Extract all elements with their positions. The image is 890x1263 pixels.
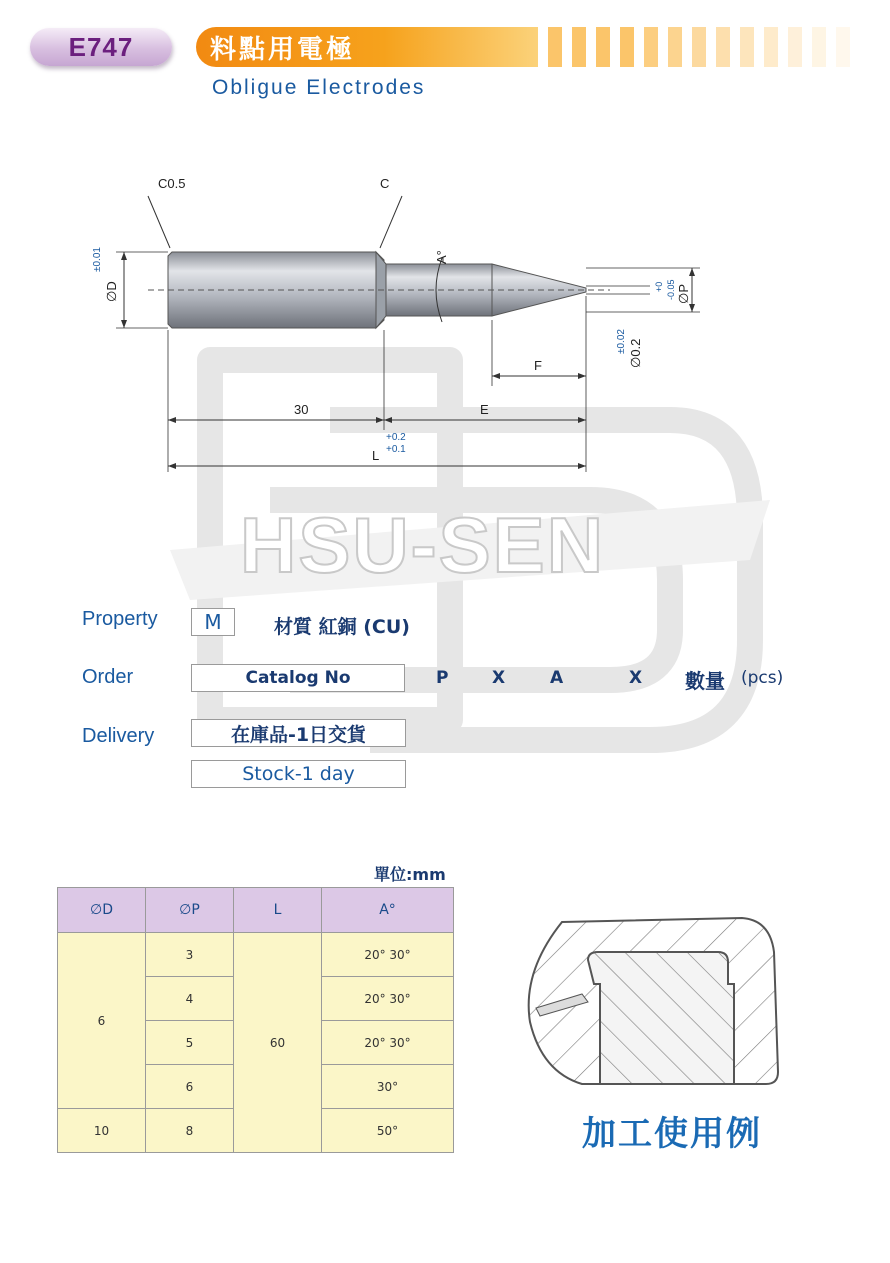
dim-e-label: E — [480, 402, 489, 417]
dim-f-label: F — [534, 358, 542, 373]
usage-example-caption: 加工使用例 — [582, 1114, 762, 1154]
header-stripe — [716, 27, 730, 67]
product-title-en: Obligue Electrodes — [212, 76, 426, 99]
header-stripe — [596, 27, 610, 67]
electrode-drawing — [80, 160, 720, 480]
delivery-cn-box: 在庫品-1日交貨 — [191, 719, 406, 747]
angle-label: A° — [434, 250, 449, 264]
tol-l-plus: +0.2 — [386, 432, 406, 443]
order-field-p: P — [436, 668, 449, 688]
order-field-a: A — [550, 668, 564, 688]
cell-p: 6 — [146, 1065, 234, 1109]
delivery-label: Delivery — [82, 725, 155, 747]
product-code-badge: E747 — [30, 28, 172, 66]
cell-d: 10 — [58, 1109, 146, 1153]
product-title-cn: 料點用電極 — [196, 27, 538, 67]
header-stripe — [836, 27, 850, 67]
cell-p: 5 — [146, 1021, 234, 1065]
header-stripe — [668, 27, 682, 67]
table-header-row — [58, 888, 454, 933]
header-stripe — [572, 27, 586, 67]
dia-p-label: ∅P — [676, 284, 691, 304]
header-d: ∅D — [58, 888, 146, 933]
header-stripe — [788, 27, 802, 67]
cell-l: 60 — [234, 933, 322, 1153]
header-l: L — [234, 888, 322, 933]
material-text: 材質 紅銅 (CU) — [274, 616, 410, 638]
header-stripe — [740, 27, 754, 67]
cell-a: 30° — [322, 1065, 454, 1109]
cell-a: 20° 30° — [322, 1021, 454, 1065]
tol-l-minus: +0.1 — [386, 444, 406, 455]
tip-tol-label: ±0.02 — [616, 329, 627, 354]
property-label: Property — [82, 608, 158, 630]
quantity-label: 數量 — [685, 669, 725, 693]
cell-p: 4 — [146, 977, 234, 1021]
catalog-no-box: Catalog No — [191, 664, 405, 692]
usage-example-illustration — [522, 912, 788, 1090]
header-a: A° — [322, 888, 454, 933]
spec-table — [57, 887, 454, 1153]
cell-p: 8 — [146, 1109, 234, 1153]
dia-d-label: ∅D — [104, 281, 119, 302]
table-row — [58, 933, 454, 977]
header-stripe — [764, 27, 778, 67]
header-p: ∅P — [146, 888, 234, 933]
header-stripe — [692, 27, 706, 67]
cell-d: 6 — [58, 933, 146, 1109]
cell-a: 50° — [322, 1109, 454, 1153]
cell-a: 20° 30° — [322, 933, 454, 977]
order-label: Order — [82, 666, 134, 688]
header-stripe — [548, 27, 562, 67]
watermark-text: HSU-SEN — [240, 501, 606, 589]
dim-l-label: L — [372, 448, 380, 463]
order-field-x1: X — [492, 668, 506, 688]
tol-d-label: ±0.01 — [92, 247, 103, 272]
unit-label: 單位:mm — [374, 865, 446, 884]
tol-p-minus: -0.05 — [666, 279, 676, 300]
delivery-en-box: Stock-1 day — [191, 760, 406, 788]
cell-a: 20° 30° — [322, 977, 454, 1021]
tip-dia-label: ∅0.2 — [628, 338, 643, 368]
header-stripe — [812, 27, 826, 67]
order-field-x2: X — [629, 668, 643, 688]
quantity-unit: (pcs) — [741, 668, 784, 688]
chamfer-left-label: C0.5 — [158, 176, 186, 191]
cell-p: 3 — [146, 933, 234, 977]
dim-30-label: 30 — [294, 402, 309, 417]
tol-p-plus: +0 — [654, 281, 664, 292]
header-stripe — [620, 27, 634, 67]
property-value-box: M — [191, 608, 235, 636]
chamfer-right-label: C — [380, 176, 390, 191]
header-stripe — [644, 27, 658, 67]
